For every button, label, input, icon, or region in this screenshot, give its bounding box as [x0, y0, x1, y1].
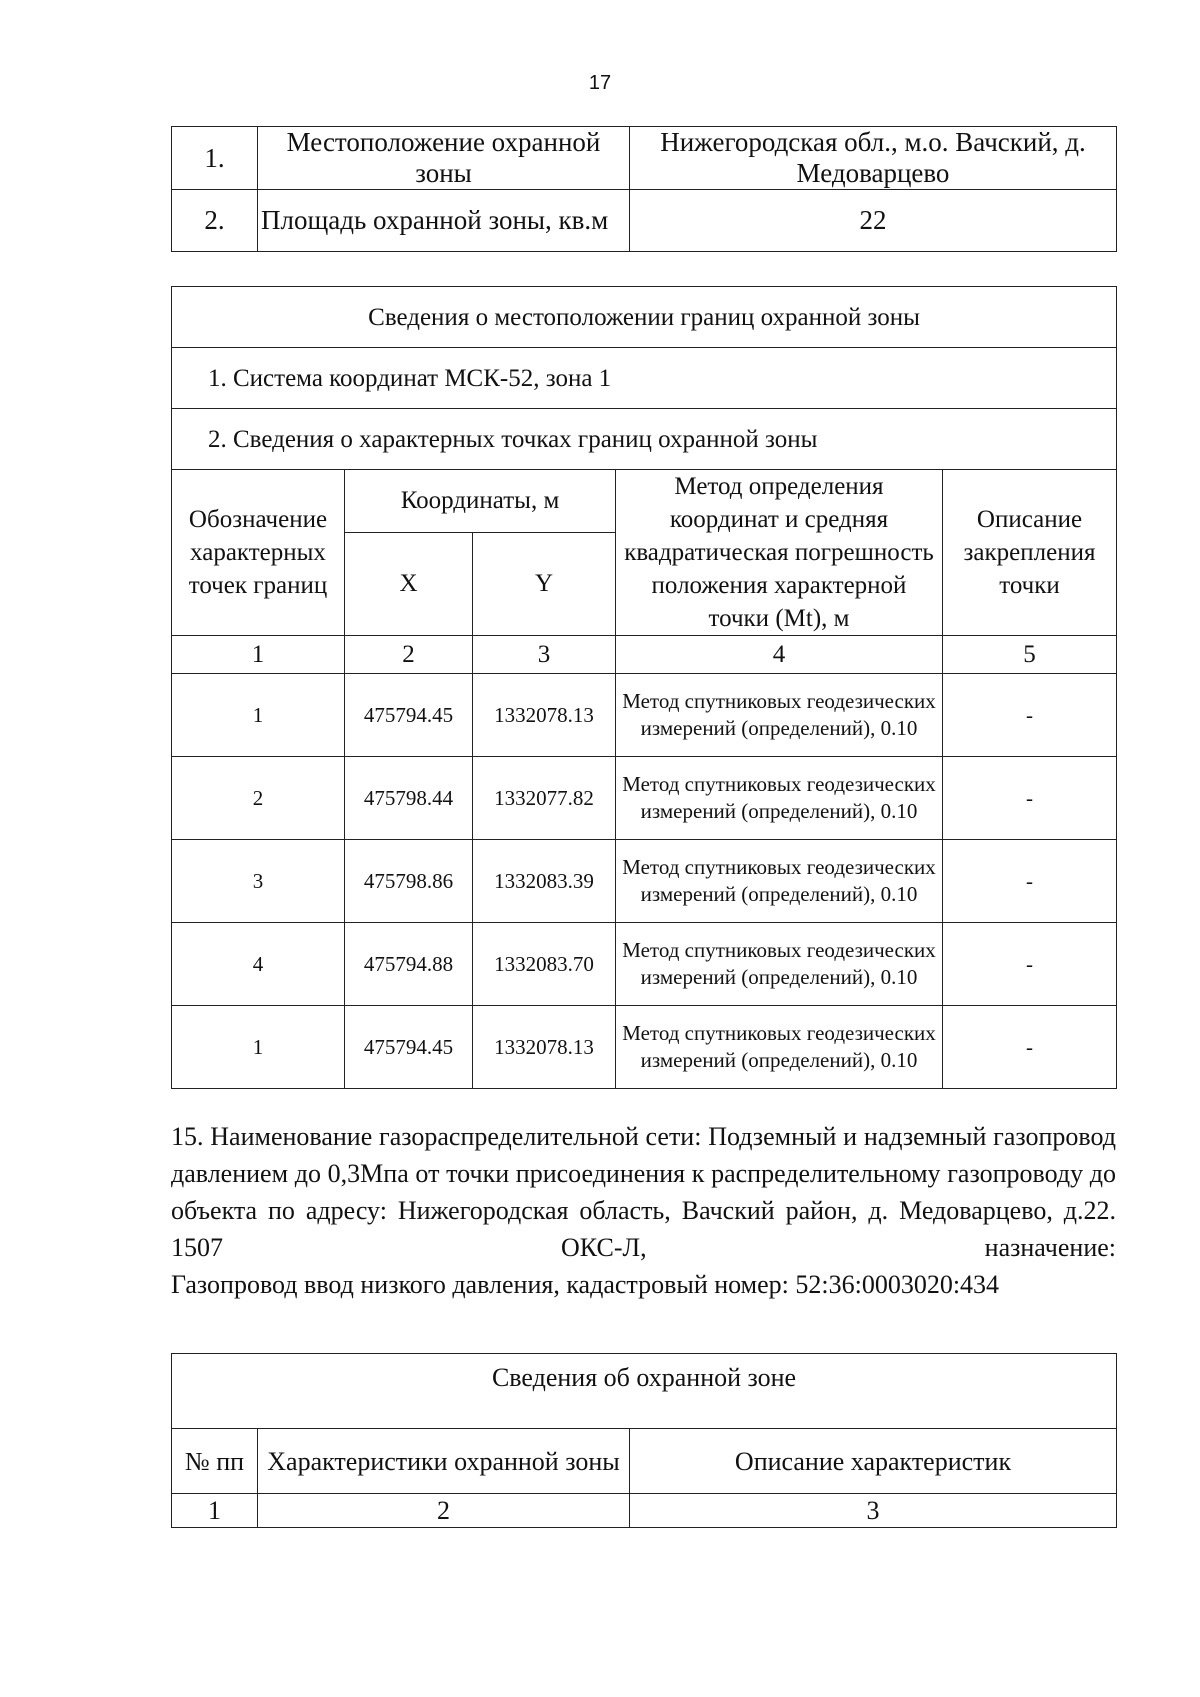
point-y: 1332083.70 — [473, 923, 616, 1006]
header-method: Метод определения координат и средняя квадратическая погрешность положения характерной точки (Mt), м — [616, 470, 943, 636]
point-method: Метод спутниковых геодезических измерений (определений), 0.10 — [616, 1006, 943, 1089]
point-description: - — [943, 840, 1117, 923]
table-row — [172, 674, 1117, 757]
table-title: Сведения об охранной зоне — [172, 1354, 1117, 1429]
column-numbers-row — [172, 636, 1117, 674]
header-description: Описание закрепления точки — [943, 470, 1117, 636]
row-value: 22 — [630, 190, 1117, 252]
point-id: 2 — [172, 757, 345, 840]
row-label: Площадь охранной зоны, кв.м — [258, 190, 630, 252]
row-number: 2. — [172, 190, 258, 252]
header-x: X — [345, 532, 473, 636]
coordinate-system-row — [172, 348, 1117, 409]
point-description: - — [943, 757, 1117, 840]
page-number: 17 — [588, 72, 612, 94]
column-number: 3 — [630, 1494, 1117, 1528]
point-id: 1 — [172, 1006, 345, 1089]
row-number: 1. — [172, 127, 258, 190]
point-method: Метод спутниковых геодезических измерений (определений), 0.10 — [616, 840, 943, 923]
point-y: 1332078.13 — [473, 674, 616, 757]
column-number: 1 — [172, 1494, 258, 1528]
header-number: № пп — [172, 1429, 258, 1494]
points-title-row — [172, 409, 1117, 470]
point-description: - — [943, 1006, 1117, 1089]
column-number: 2 — [258, 1494, 630, 1528]
point-description: - — [943, 923, 1117, 1006]
header-designation: Обозначение характерных точек границ — [172, 470, 345, 636]
coordinate-system: 1. Система координат МСК-52, зона 1 — [172, 348, 1117, 409]
table-title-row — [172, 287, 1117, 348]
header-characteristics: Характеристики охранной зоны — [258, 1429, 630, 1494]
point-id: 3 — [172, 840, 345, 923]
protection-zone-info-table — [171, 1353, 1117, 1528]
section-15-paragraph — [171, 1118, 1116, 1303]
point-id: 1 — [172, 674, 345, 757]
point-method: Метод спутниковых геодезических измерений (определений), 0.10 — [616, 923, 943, 1006]
header-y: Y — [473, 532, 616, 636]
point-x: 475794.45 — [345, 674, 473, 757]
point-x: 475794.88 — [345, 923, 473, 1006]
point-y: 1332078.13 — [473, 1006, 616, 1089]
paragraph-text: 15. Наименование газораспределительной сети: Подземный и надземный газопровод давлением до 0,3Мпа от точки присоединения к распределительному газопроводу до объекта по адресу: Нижегородская область, Вачский район, д. Медоварцево, д.22. 1507 ОКС-Л, назначение: — [171, 1122, 1116, 1262]
boundary-points-table — [171, 286, 1117, 1089]
point-x: 475794.45 — [345, 1006, 473, 1089]
table-row — [172, 923, 1117, 1006]
header-description: Описание характеристик — [630, 1429, 1117, 1494]
paragraph-last-line: Газопровод ввод низкого давления, кадастровый номер: 52:36:0003020:434 — [171, 1270, 1000, 1299]
column-number: 5 — [943, 636, 1117, 674]
column-numbers-row — [172, 1494, 1117, 1528]
table-row — [172, 1006, 1117, 1089]
point-method: Метод спутниковых геодезических измерений (определений), 0.10 — [616, 757, 943, 840]
column-number: 3 — [473, 636, 616, 674]
point-id: 4 — [172, 923, 345, 1006]
point-x: 475798.44 — [345, 757, 473, 840]
column-number: 4 — [616, 636, 943, 674]
point-x: 475798.86 — [345, 840, 473, 923]
table-row — [172, 757, 1117, 840]
table-title: Сведения о местоположении границ охранной зоны — [172, 287, 1117, 348]
header-row — [172, 470, 1117, 533]
protection-zone-summary-table — [171, 126, 1117, 252]
points-title: 2. Сведения о характерных точках границ охранной зоны — [172, 409, 1117, 470]
point-method: Метод спутниковых геодезических измерений (определений), 0.10 — [616, 674, 943, 757]
row-label: Местоположение охранной зоны — [258, 127, 630, 190]
header-coordinates: Координаты, м — [345, 470, 616, 533]
table-title-row — [172, 1354, 1117, 1429]
header-row — [172, 1429, 1117, 1494]
column-number: 1 — [172, 636, 345, 674]
point-description: - — [943, 674, 1117, 757]
table-row — [172, 840, 1117, 923]
table-row — [172, 127, 1117, 190]
point-y: 1332083.39 — [473, 840, 616, 923]
point-y: 1332077.82 — [473, 757, 616, 840]
table-row — [172, 190, 1117, 252]
row-value: Нижегородская обл., м.о. Вачский, д. Медоварцево — [630, 127, 1117, 190]
column-number: 2 — [345, 636, 473, 674]
